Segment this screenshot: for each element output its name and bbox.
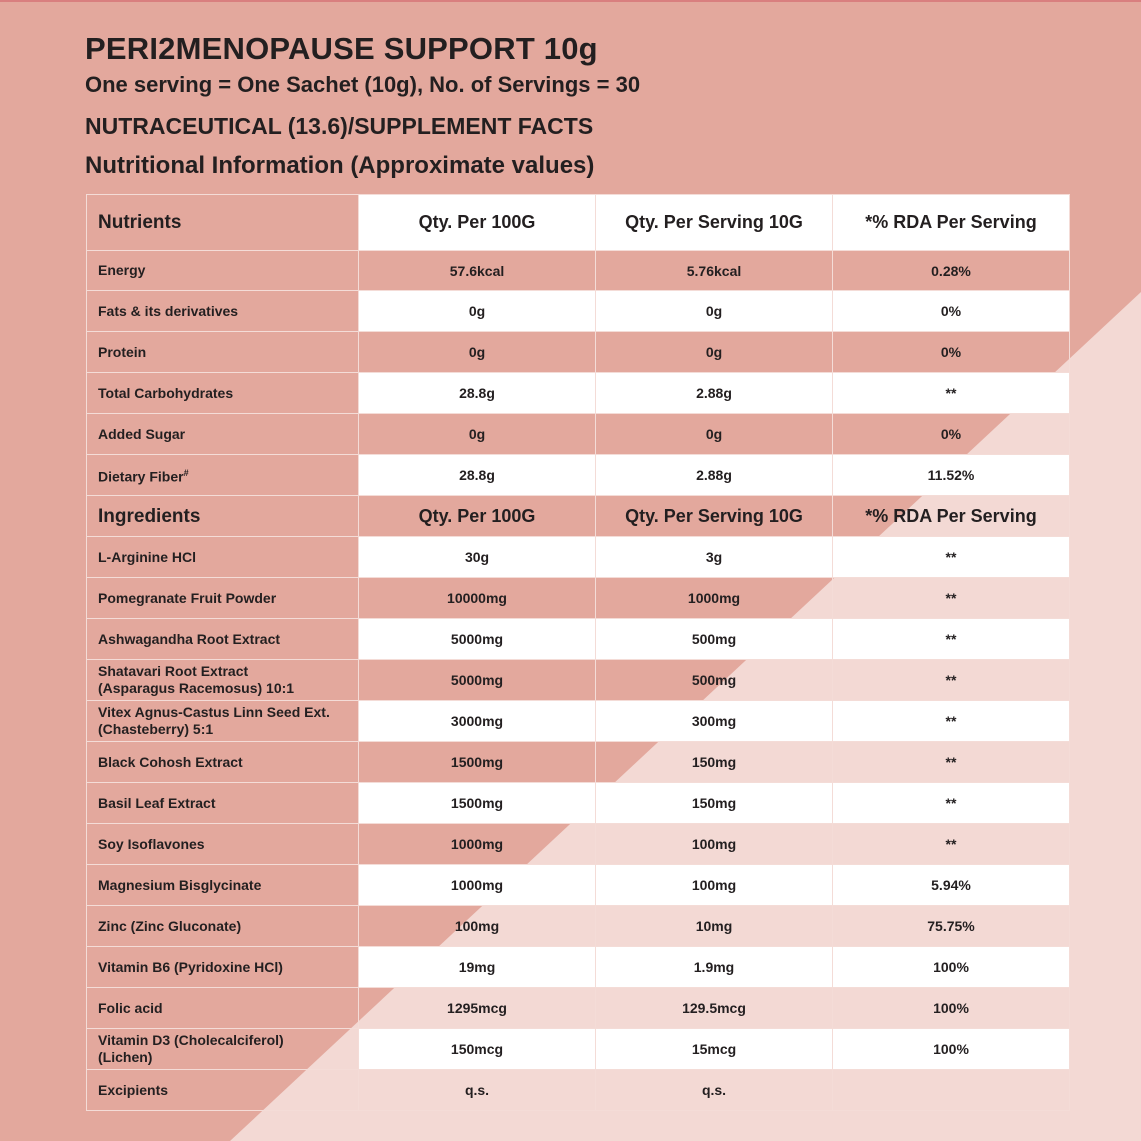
qty-per-serving-text: 15mcg: [691, 1041, 737, 1057]
ingredient-name-text: Soy Isoflavones: [98, 835, 205, 852]
qty-per-serving-text: 1000mg: [687, 590, 741, 606]
qty-per-serving: [596, 742, 833, 783]
ingredient-row: [87, 701, 1070, 742]
rda-per-serving: [833, 783, 1070, 824]
nutrient-name: [87, 455, 359, 496]
qty-per-serving: [596, 414, 833, 455]
nutrition-table: [86, 194, 1070, 1111]
product-title: PERI2MENOPAUSE SUPPORT 10g: [85, 31, 598, 66]
rda-per-serving-text: **: [945, 590, 957, 606]
ingredient-row: [87, 578, 1070, 619]
rda-per-serving: [833, 1029, 1070, 1070]
rda-per-serving-text: 100%: [933, 1000, 969, 1016]
rda-per-serving-text: 75.75%: [927, 918, 975, 934]
rda-per-serving-text: **: [945, 631, 957, 647]
qty-per-100g: [359, 742, 596, 783]
ingredient-name: [87, 537, 359, 578]
qty-per-serving-text: 2.88g: [696, 467, 732, 483]
nutrient-name: [87, 251, 359, 291]
rda-per-serving: [833, 865, 1070, 906]
ingredient-name: [87, 1070, 359, 1111]
ingredient-name: [87, 988, 359, 1029]
qty-per-serving: [596, 332, 833, 373]
rda-per-serving-text: 0.28%: [931, 262, 971, 279]
ingredients-header-row-col-per-100g-text: Qty. Per 100G: [418, 505, 536, 526]
rda-per-serving-text: **: [945, 385, 957, 401]
nutrient-row: [87, 291, 1070, 332]
nutrients-header-row-col-per-serving-text: Qty. Per Serving 10G: [625, 212, 803, 232]
ingredient-name-text: L-Arginine HCl: [98, 548, 196, 565]
footnote-mark: #: [183, 467, 189, 478]
ingredient-row: [87, 1070, 1070, 1111]
ingredient-name-text: Zinc (Zinc Gluconate): [98, 917, 242, 934]
nutrient-name: [87, 414, 359, 455]
ingredient-name: [87, 619, 359, 660]
nutrient-name-text: Total Carbohydrates: [98, 384, 234, 401]
rda-per-serving: [833, 578, 1070, 619]
ingredient-name: [87, 578, 359, 619]
ingredient-name-text: Vitex Agnus-Castus Linn Seed Ext.: [98, 704, 330, 720]
nutrients-header-row-col-per-100g: [359, 195, 596, 251]
qty-per-serving: [596, 455, 833, 496]
qty-per-100g-text: 0g: [468, 426, 486, 442]
qty-per-100g: [359, 291, 596, 332]
qty-per-100g-text: 28.8g: [459, 385, 495, 401]
ingredient-name: [87, 660, 359, 701]
nutrient-name: [87, 373, 359, 414]
qty-per-100g-text: 1500mg: [450, 795, 504, 811]
qty-per-serving-text: 2.88g: [696, 385, 732, 401]
ingredient-row: [87, 660, 1070, 701]
ingredient-name-line2: (Asparagus Racemosus) 10:1: [98, 680, 295, 696]
nutrients-header-row-col-nutrient-text: Nutrients: [98, 212, 182, 233]
ingredient-name-text: Vitamin B6 (Pyridoxine HCl): [98, 958, 283, 975]
qty-per-100g-text: 0g: [468, 344, 486, 360]
qty-per-100g: [359, 906, 596, 947]
qty-per-serving-text: 300mg: [691, 713, 737, 729]
rda-per-serving: [833, 332, 1070, 373]
rda-per-serving: [833, 988, 1070, 1029]
ingredient-row: [87, 824, 1070, 865]
ingredient-name: [87, 1029, 359, 1070]
qty-per-100g: [359, 537, 596, 578]
ingredient-row: [87, 1029, 1070, 1070]
rda-per-serving: [833, 824, 1070, 865]
qty-per-100g: [359, 824, 596, 865]
nutrients-header-row-col-rda: [833, 195, 1070, 251]
rda-per-serving: [833, 373, 1070, 414]
ingredient-name-text: Shatavari Root Extract: [98, 663, 249, 679]
qty-per-serving: [596, 578, 833, 619]
qty-per-serving: [596, 537, 833, 578]
qty-per-100g: [359, 578, 596, 619]
rda-per-serving-text: **: [945, 836, 957, 852]
ingredient-name-line2: (Chasteberry) 5:1: [98, 721, 214, 737]
qty-per-serving: [596, 373, 833, 414]
qty-per-100g: [359, 988, 596, 1029]
ingredient-name: [87, 947, 359, 988]
qty-per-100g-text: 100mg: [454, 918, 500, 934]
nutrients-header-row: [87, 195, 1070, 251]
qty-per-serving-text: 100mg: [691, 836, 737, 852]
ingredient-name: [87, 824, 359, 865]
rda-per-serving: [833, 947, 1070, 988]
ingredient-name-text: Black Cohosh Extract: [98, 753, 243, 770]
qty-per-100g-text: 1000mg: [450, 877, 504, 893]
qty-per-100g: [359, 701, 596, 742]
qty-per-100g: [359, 1029, 596, 1070]
rda-per-serving: [833, 742, 1070, 783]
qty-per-100g: [359, 1070, 596, 1111]
nutrient-row: [87, 373, 1070, 414]
qty-per-serving-text: 150mg: [691, 754, 737, 770]
nutrient-name: [87, 291, 359, 332]
rda-per-serving-text: 5.94%: [931, 877, 971, 893]
qty-per-serving: [596, 619, 833, 660]
qty-per-serving: [596, 988, 833, 1029]
ingredients-header-row: [87, 496, 1070, 537]
qty-per-100g-text: 57.6kcal: [449, 262, 505, 279]
rda-per-serving: [833, 1070, 1070, 1111]
qty-per-serving-text: 3g: [705, 549, 723, 565]
nutrient-name: [87, 332, 359, 373]
ingredient-name-text: Excipients: [98, 1081, 169, 1098]
ingredients-header-row-col-per-serving: [596, 496, 833, 537]
qty-per-100g-text: 28.8g: [459, 467, 495, 483]
qty-per-100g: [359, 414, 596, 455]
nutrient-row: [87, 414, 1070, 455]
rda-per-serving: [833, 537, 1070, 578]
rda-per-serving: [833, 660, 1070, 701]
ingredient-name: [87, 742, 359, 783]
ingredients-header-row-col-per-serving-text: Qty. Per Serving 10G: [625, 505, 803, 526]
qty-per-serving: [596, 947, 833, 988]
ingredient-name-text: Vitamin D3 (Cholecalciferol): [98, 1032, 284, 1048]
ingredients-header-row-col-nutrient-text: Ingredients: [98, 505, 201, 527]
qty-per-serving: [596, 251, 833, 291]
rda-per-serving: [833, 251, 1070, 291]
nutrient-name-text: Added Sugar: [98, 425, 186, 442]
qty-per-serving-text: 500mg: [691, 631, 737, 647]
ingredients-header-row-col-per-100g: [359, 496, 596, 537]
rda-per-serving-text: **: [945, 549, 957, 565]
ingredient-row: [87, 988, 1070, 1029]
qty-per-100g: [359, 783, 596, 824]
qty-per-100g: [359, 251, 596, 291]
qty-per-100g-text: 150mcg: [450, 1041, 504, 1057]
ingredient-name-text: Folic acid: [98, 999, 163, 1016]
nutrient-row: [87, 251, 1070, 291]
qty-per-serving-text: q.s.: [701, 1082, 727, 1098]
nutrients-header-row-col-rda-text: *% RDA Per Serving: [865, 212, 1037, 232]
qty-per-100g-text: 30g: [464, 549, 490, 565]
ingredient-row: [87, 742, 1070, 783]
qty-per-serving: [596, 865, 833, 906]
qty-per-100g-text: 0g: [468, 303, 486, 319]
qty-per-100g-text: 3000mg: [450, 713, 504, 729]
ingredients-header-row-col-nutrient: [87, 496, 359, 537]
qty-per-100g-text: q.s.: [464, 1082, 490, 1098]
qty-per-100g-text: 1295mcg: [447, 1000, 507, 1016]
qty-per-serving-text: 10mg: [695, 918, 733, 934]
rda-per-serving-text: 11.52%: [927, 467, 975, 483]
qty-per-100g-text: 1000mg: [450, 836, 504, 852]
qty-per-100g: [359, 332, 596, 373]
ingredient-name-text: Ashwagandha Root Extract: [98, 630, 281, 647]
nutrient-name-text: Fats & its derivatives: [98, 302, 239, 319]
rda-per-serving: [833, 455, 1070, 496]
qty-per-serving-text: 500mg: [691, 672, 737, 688]
qty-per-serving: [596, 1070, 833, 1111]
qty-per-100g-text: 5000mg: [450, 672, 504, 688]
rda-per-serving-text: 100%: [933, 959, 969, 975]
nutrient-name-text: Energy: [98, 262, 146, 278]
ingredient-name-text: Basil Leaf Extract: [98, 794, 216, 811]
facts-label: NUTRACEUTICAL (13.6)/SUPPLEMENT FACTS: [85, 113, 594, 139]
qty-per-serving: [596, 783, 833, 824]
ingredient-name: [87, 865, 359, 906]
qty-per-100g-text: 1500mg: [450, 754, 504, 770]
qty-per-serving-text: 0g: [705, 303, 723, 319]
rda-per-serving-text: 0%: [940, 344, 962, 360]
ingredient-name: [87, 906, 359, 947]
qty-per-100g-text: 5000mg: [450, 631, 504, 647]
ingredient-name: [87, 783, 359, 824]
ingredient-row: [87, 947, 1070, 988]
nutrient-row: [87, 455, 1070, 496]
nutrient-row: [87, 332, 1070, 373]
rda-per-serving-text: **: [945, 672, 957, 688]
nutrition-table-body: [87, 195, 1070, 1111]
qty-per-100g: [359, 660, 596, 701]
qty-per-serving-text: 0g: [705, 344, 723, 360]
ingredient-row: [87, 783, 1070, 824]
nutrient-name-text: Dietary Fiber: [98, 468, 184, 485]
rda-per-serving: [833, 291, 1070, 332]
rda-per-serving: [833, 619, 1070, 660]
rda-per-serving-text: **: [945, 713, 957, 729]
ingredient-row: [87, 865, 1070, 906]
qty-per-serving-text: 129.5mcg: [682, 1000, 746, 1016]
qty-per-100g: [359, 373, 596, 414]
ingredient-row: [87, 537, 1070, 578]
ingredient-name-line2: (Lichen): [98, 1049, 153, 1065]
ingredient-row: [87, 619, 1070, 660]
qty-per-100g-text: 19mg: [458, 959, 496, 975]
ingredient-name-text: Magnesium Bisglycinate: [98, 876, 262, 893]
nutrient-name-text: Protein: [98, 343, 147, 360]
qty-per-100g-text: 10000mg: [447, 590, 507, 606]
rda-per-serving: [833, 906, 1070, 947]
ingredients-header-row-col-rda-text: *% RDA Per Serving: [865, 505, 1037, 526]
ingredient-name-text: Pomegranate Fruit Powder: [98, 589, 277, 606]
qty-per-serving: [596, 906, 833, 947]
ingredient-name: [87, 701, 359, 742]
qty-per-serving-text: 100mg: [691, 877, 737, 893]
qty-per-serving-text: 150mg: [691, 795, 737, 811]
rda-per-serving-text: 0%: [940, 426, 962, 442]
qty-per-100g: [359, 865, 596, 906]
nutrients-header-row-col-nutrient: [87, 195, 359, 251]
qty-per-serving: [596, 824, 833, 865]
qty-per-100g: [359, 455, 596, 496]
qty-per-100g: [359, 947, 596, 988]
nutrients-header-row-col-per-serving: [596, 195, 833, 251]
qty-per-100g: [359, 619, 596, 660]
nutritional-info-label: Nutritional Information (Approximate values): [85, 152, 595, 179]
rda-per-serving-text: **: [945, 795, 957, 811]
top-accent-line: [0, 0, 1141, 2]
rda-per-serving-text: 100%: [933, 1041, 969, 1057]
qty-per-serving-text: 5.76kcal: [686, 262, 742, 279]
serving-info: One serving = One Sachet (10g), No. of Servings = 30: [85, 72, 641, 97]
qty-per-serving: [596, 701, 833, 742]
header: [85, 30, 640, 183]
qty-per-serving: [596, 291, 833, 332]
rda-per-serving: [833, 414, 1070, 455]
rda-per-serving-text: **: [945, 754, 957, 770]
nutrients-header-row-col-per-100g-text: Qty. Per 100G: [418, 212, 536, 232]
ingredient-row: [87, 906, 1070, 947]
qty-per-serving: [596, 1029, 833, 1070]
ingredients-header-row-col-rda: [833, 496, 1070, 537]
qty-per-serving-text: 0g: [705, 426, 723, 442]
qty-per-serving: [596, 660, 833, 701]
qty-per-serving-text: 1.9mg: [693, 959, 735, 975]
rda-per-serving: [833, 701, 1070, 742]
rda-per-serving-text: 0%: [940, 303, 962, 319]
